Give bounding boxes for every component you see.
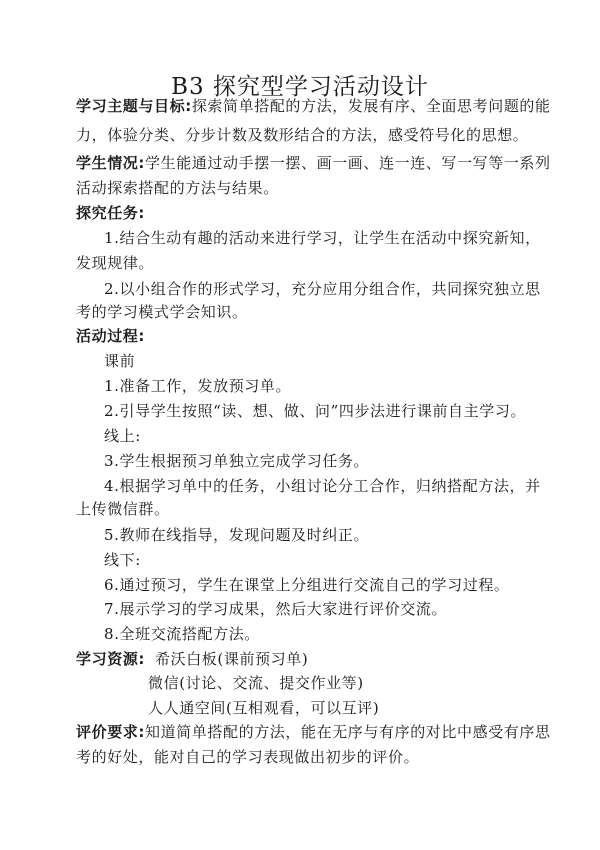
resources-item-2: 微信(讨论、交流、提交作业等) bbox=[148, 674, 364, 692]
document-title: B3 探究型学习活动设计 bbox=[171, 74, 429, 100]
process-step-8: 8.全班交流搭配方法。 bbox=[104, 625, 260, 643]
resources-line-1 bbox=[76, 649, 308, 669]
task-2-line-2: 考的学习模式学会知识。 bbox=[76, 303, 248, 321]
students-label: 学生情况: bbox=[76, 154, 145, 172]
theme-text-1: 探索简单搭配的方法，发展有序、全面思考问题的能 bbox=[191, 97, 551, 115]
theme-text-2: 力，体验分类、分步计数及数形结合的方法，感受符号化的思想。 bbox=[76, 126, 529, 144]
resources-item-3: 人人通空间(互相观看，可以互评) bbox=[148, 699, 380, 717]
evaluation-text-2: 考的好处，能对自己的学习表现做出初步的评价。 bbox=[76, 748, 420, 766]
process-step-4-line-2: 上传微信群。 bbox=[76, 500, 170, 518]
students-text-1: 学生能通过动手摆一摆、画一画、连一连、写一写等一系列 bbox=[145, 154, 551, 172]
tasks-label: 探究任务: bbox=[76, 204, 145, 222]
students-text-2: 活动探索搭配的方法与结果。 bbox=[76, 179, 279, 197]
process-online: 线上: bbox=[104, 427, 141, 445]
process-step-2: 2.引导学生按照“读、想、做、问”四步法进行课前自主学习。 bbox=[104, 402, 527, 420]
process-step-1: 1.准备工作，发放预习单。 bbox=[104, 377, 292, 395]
theme-label: 学习主题与目标: bbox=[76, 97, 192, 115]
resources-label: 学习资源: bbox=[76, 650, 145, 668]
process-step-3: 3.学生根据预习单独立完成学习任务。 bbox=[104, 452, 370, 470]
task-2-line-1: 2.以小组合作的形式学习，充分应用分组合作，共同探究独立思 bbox=[104, 280, 541, 298]
process-before-class: 课前 bbox=[104, 352, 136, 370]
resources-item-1: 希沃白板(课前预习单) bbox=[155, 650, 309, 668]
evaluation-label: 评价要求: bbox=[76, 723, 145, 741]
process-label: 活动过程: bbox=[76, 327, 145, 345]
process-step-4-line-1: 4.根据学习单中的任务，小组讨论分工合作，归纳搭配方法，并 bbox=[104, 477, 541, 495]
task-1-line-1: 1.结合生动有趣的活动来进行学习，让学生在活动中探究新知， bbox=[104, 229, 541, 247]
process-offline: 线下: bbox=[104, 551, 141, 569]
process-step-6: 6.通过预习，学生在课堂上分组进行交流自己的学习过程。 bbox=[104, 576, 510, 594]
process-step-5: 5.教师在线指导，发现问题及时纠正。 bbox=[104, 526, 370, 544]
evaluation-text-1: 知道简单搭配的方法，能在无序与有序的对比中感受有序思 bbox=[145, 723, 551, 741]
evaluation-line-1 bbox=[76, 722, 551, 742]
process-step-7: 7.展示学习的学习成果，然后大家进行评价交流。 bbox=[104, 600, 448, 618]
theme-line-1 bbox=[76, 96, 551, 116]
task-1-line-2: 发现规律。 bbox=[76, 254, 155, 272]
students-line-1 bbox=[76, 153, 551, 173]
